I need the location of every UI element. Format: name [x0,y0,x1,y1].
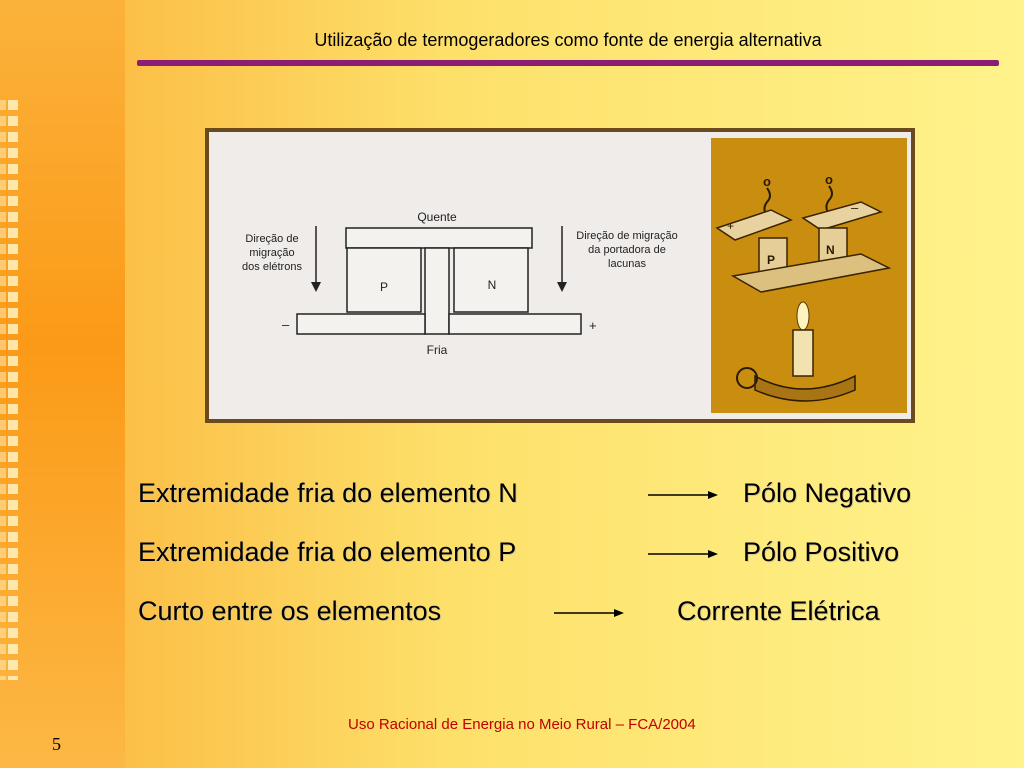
statement-3-arrow [554,607,624,619]
plus-label: + [589,318,597,333]
slide-title: Utilização de termogeradores como fonte de energia alternativa [314,30,822,50]
sidebar-square-pattern-secondary [0,100,6,680]
cold-plate-left [297,314,425,334]
cold-plate-right [449,314,581,334]
center-gap [425,248,449,334]
photo-o-right: o [825,172,833,187]
thermocouple-diagram [209,132,709,419]
photo-minus: – [851,200,859,215]
statement-1-left: Extremidade fria do elemento N [138,478,518,508]
hot-plate [346,228,532,248]
candle-photo-illustration [711,138,907,413]
minus-label: – [282,317,290,332]
left-note-line-2: migração [249,247,295,259]
statement-2-right: Pólo Positivo [743,537,900,567]
hot-label: Quente [417,210,457,224]
title-rule [137,60,999,66]
hole-arrowhead [557,282,567,292]
candle-body [793,330,813,376]
slide-footer: Uso Racional de Energia no Meio Rural – FCA/2004 [348,716,696,733]
photo-plus: + [727,219,735,233]
figure-panel [209,132,911,419]
slide-sidebar [0,0,125,768]
statement-2-left: Extremidade fria do elemento P [138,537,517,567]
electron-arrowhead [311,282,321,292]
right-note-line-1: Direção de migração [576,230,678,242]
left-note-line-1: Direção de [245,233,299,245]
n-label: N [487,278,497,292]
left-note-line-3: dos elétrons [242,261,302,273]
statement-1-right: Pólo Negativo [743,478,912,508]
photo-o-left: o [763,174,771,189]
page-number: 5 [52,734,61,754]
right-note-line-2: da portadora de [588,244,666,256]
statement-1-arrow [648,489,718,501]
statement-3-left: Curto entre os elementos [138,596,442,626]
statement-3-right: Corrente Elétrica [677,596,880,626]
sidebar-square-pattern [8,100,18,680]
cold-label: Fria [426,343,448,357]
candle-flame [797,302,809,330]
statement-2-arrow [648,548,718,560]
photo-p-label: P [767,253,776,267]
thermoelectric-figure [205,128,915,423]
candle-thermogenerator-photo [711,138,907,413]
photo-n-label: N [826,243,835,257]
p-label: P [379,280,389,294]
right-note-line-3: lacunas [608,258,646,270]
